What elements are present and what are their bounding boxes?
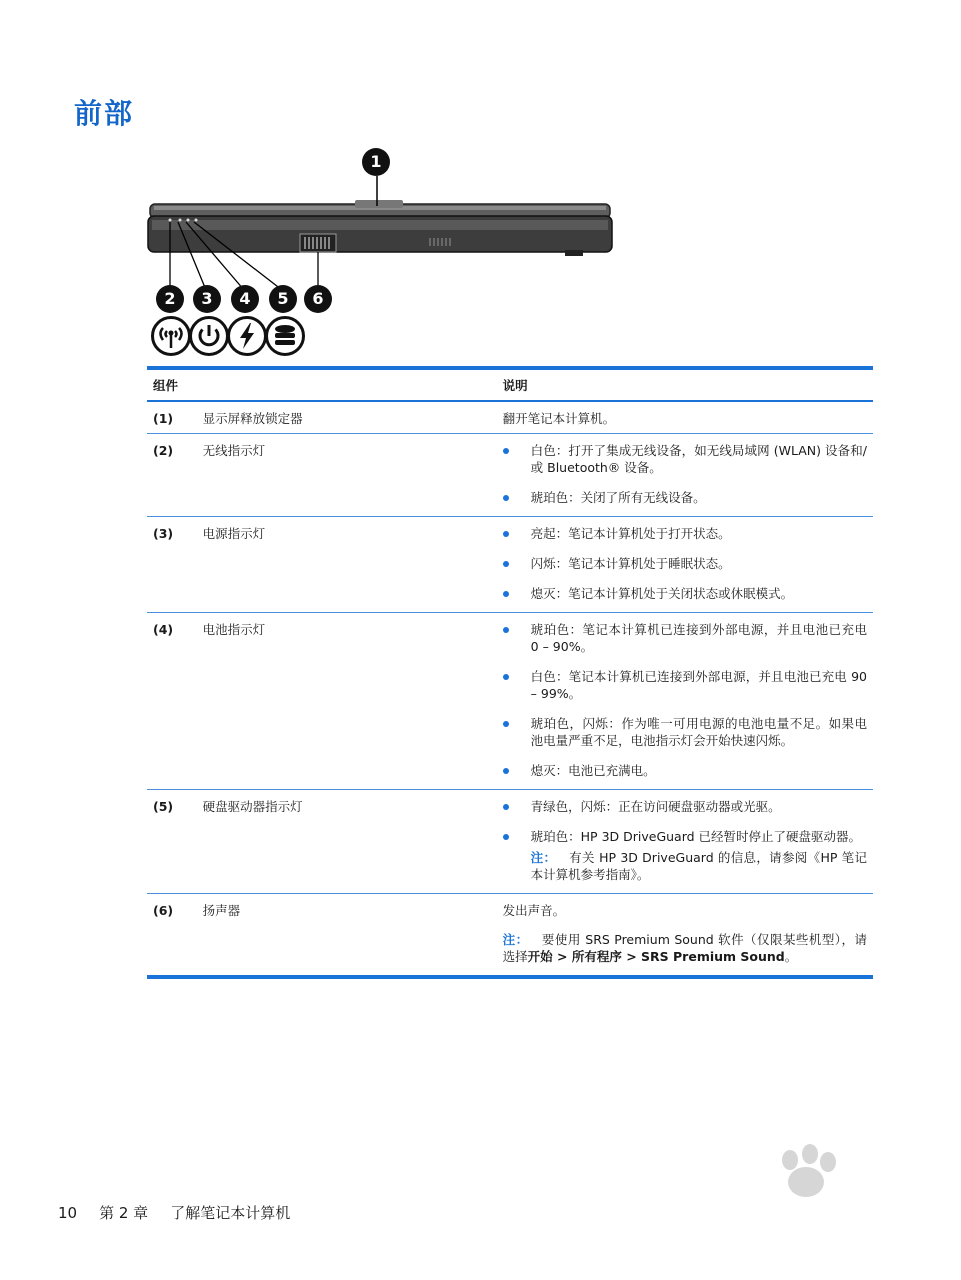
- menu-path: 开始 > 所有程序 > SRS Premium Sound: [527, 949, 785, 964]
- row-description: 翻开笔记本计算机。: [497, 401, 873, 434]
- callout-1: 1: [362, 148, 390, 176]
- row-description: [497, 894, 873, 978]
- header-description: 说明: [497, 368, 873, 401]
- table-row: [147, 434, 873, 517]
- row-number: (3): [147, 517, 197, 613]
- chapter-title: 了解笔记本计算机: [170, 1204, 291, 1222]
- bullet-item: 琥珀色：笔记本计算机已连接到外部电源，并且电池已充电 0 – 90%。: [503, 621, 867, 655]
- bullet-item: 闪烁：笔记本计算机处于睡眠状态。: [503, 555, 867, 572]
- note-label: 注：: [502, 932, 529, 947]
- power-icon: [189, 316, 229, 356]
- row-description: [497, 790, 873, 894]
- callout-4: 4: [231, 285, 259, 313]
- row-component-name: 电源指示灯: [197, 517, 497, 613]
- bullet-dot-icon: [503, 495, 509, 501]
- bullet-dot-icon: [503, 768, 509, 774]
- baidu-paw-icon: [680, 1140, 910, 1250]
- bullet-item: 琥珀色：关闭了所有无线设备。: [503, 489, 867, 506]
- note-text: 要使用 SRS Premium Sound 软件（仅限某些机型），请选择: [502, 932, 867, 964]
- header-component: 组件: [147, 368, 497, 401]
- bullet-item: 青绿色，闪烁：正在访问硬盘驱动器或光驱。: [503, 798, 867, 815]
- table-row: [147, 613, 873, 790]
- wireless-icon: [151, 316, 191, 356]
- bullet-dot-icon: [503, 721, 509, 727]
- bullet-dot-icon: [503, 448, 509, 454]
- note-block: [531, 849, 867, 883]
- bullet-item: 白色：笔记本计算机已连接到外部电源，并且电池已充电 90 – 99%。: [503, 668, 867, 702]
- bullet-item: 琥珀色：HP 3D DriveGuard 已经暂时停止了硬盘驱动器。: [503, 828, 867, 845]
- row-description: [497, 434, 873, 517]
- row-number: (4): [147, 613, 197, 790]
- row-component-name: 无线指示灯: [197, 434, 497, 517]
- table-row: [147, 790, 873, 894]
- bullet-dot-icon: [503, 804, 509, 810]
- page-footer: [58, 1202, 312, 1223]
- bullet-dot-icon: [503, 674, 509, 680]
- note-label: 注：: [530, 850, 557, 865]
- battery-icon: [227, 316, 267, 356]
- bullet-item: 熄灭：电池已充满电。: [503, 762, 867, 779]
- bullet-dot-icon: [503, 561, 509, 567]
- bullet-dot-icon: [503, 531, 509, 537]
- row-number: (5): [147, 790, 197, 894]
- bullet-item: 白色：打开了集成无线设备，如无线局域网 (WLAN) 设备和/或 Bluetooth® 设备。: [503, 442, 867, 476]
- callout-2: 2: [156, 285, 184, 313]
- row-number: (6): [147, 894, 197, 978]
- row-component-name: 硬盘驱动器指示灯: [197, 790, 497, 894]
- bullet-dot-icon: [503, 627, 509, 633]
- bullet-item: 亮起：笔记本计算机处于打开状态。: [503, 525, 867, 542]
- bullet-dot-icon: [503, 834, 509, 840]
- laptop-front-figure: [140, 140, 640, 365]
- component-table: [147, 366, 873, 979]
- chapter-number: 第 2 章: [99, 1204, 149, 1222]
- baidu-watermark: [680, 1140, 910, 1250]
- row-description: [497, 613, 873, 790]
- row-component-name: 显示屏释放锁定器: [197, 401, 497, 434]
- table-row: [147, 517, 873, 613]
- page-title: 前部: [74, 97, 135, 130]
- callout-5: 5: [269, 285, 297, 313]
- callout-3: 3: [193, 285, 221, 313]
- drive-icon: [265, 316, 305, 356]
- note-text: 有关 HP 3D DriveGuard 的信息，请参阅《HP 笔记本计算机参考指南》。: [530, 850, 867, 882]
- row-description: [497, 517, 873, 613]
- description-text: 发出声音。: [502, 903, 566, 918]
- bullet-item: 琥珀色，闪烁：作为唯一可用电源的电池电量不足。如果电池电量严重不足，电池指示灯会开始快速闪烁。: [503, 715, 867, 749]
- note-block: 注： 要使用 SRS Premium Sound 软件（仅限某些机型），请选择开始 > 所有程序 > SRS Premium Sound。: [502, 932, 867, 964]
- bullet-dot-icon: [503, 591, 509, 597]
- callout-6: 6: [304, 285, 332, 313]
- bullet-item: 熄灭：笔记本计算机处于关闭状态或休眠模式。: [503, 585, 867, 602]
- row-component-name: 扬声器: [197, 894, 497, 978]
- row-number: (2): [147, 434, 197, 517]
- table-row: [147, 894, 873, 978]
- table-header-row: [147, 368, 873, 401]
- page-number: 10: [58, 1204, 78, 1222]
- row-number: (1): [147, 401, 197, 434]
- row-component-name: 电池指示灯: [197, 613, 497, 790]
- table-row: [147, 401, 873, 434]
